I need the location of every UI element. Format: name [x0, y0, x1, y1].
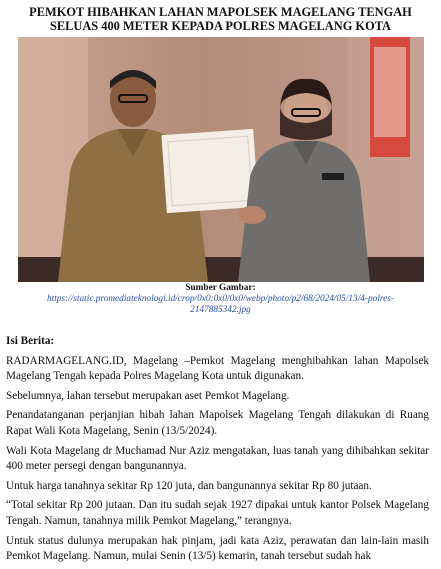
article-photo [18, 37, 424, 282]
image-caption [30, 283, 411, 316]
paragraph: Untuk harga tanahnya sekitar Rp 120 juta, dan bangunannya sekitar Rp 80 jutaan. [6, 479, 372, 492]
article-body [6, 334, 429, 569]
paragraph: Untuk status dulunya merupakan hak pinjam, jadi kata Aziz, perawatan dan lain-lain masih Pemkot Magelang. Namun, mulai Senin (13/5) kemarin, tanah tersebut sudah hak [6, 534, 429, 563]
paragraph: RADARMAGELANG.ID, Magelang –Pemkot Magelang menghibahkan lahan Mapolsek Magelang Tengah kepada Polres Magelang Kota untuk digunakan. [6, 354, 429, 383]
photo-illustration [18, 37, 424, 282]
image-source-link[interactable]: https://static.promediateknologi.id/crop/0x0:0x0/0x0/webp/photo/p2/68/2024/05/13/4-polres-2147885342.jpg [46, 294, 395, 315]
caption-label: Sumber Gambar: [185, 283, 256, 293]
section-title: Isi Berita: [6, 335, 55, 347]
paragraph: Penandatanganan perjanjian hibah lahan Mapolsek Magelang Tengah dilakukan di Ruang Rapat Wali Kota Magelang, Senin (13/5/2024). [6, 409, 429, 437]
headline: PEMKOT HIBAHKAN LAHAN MAPOLSEK MAGELANG TENGAH SELUAS 400 METER KEPADA POLRES MAGELANG KOTA [29, 5, 412, 33]
paragraph: “Total sekitar Rp 200 jutaan. Dan itu sudah sejak 1927 dipakai untuk kantor Polsek Magelang Tengah. Namun, tanahnya milik Pemkot Magelang,” terangnya. [6, 499, 429, 527]
paragraph: Sebelumnya, lahan tersebut merupakan aset Pemkot Magelang. [6, 389, 290, 402]
paragraph: Wali Kota Magelang dr Muchamad Nur Aziz mengatakan, luas tanah yang dihibahkan sekitar 400 meter persegi dengan bangunannya. [6, 444, 429, 473]
